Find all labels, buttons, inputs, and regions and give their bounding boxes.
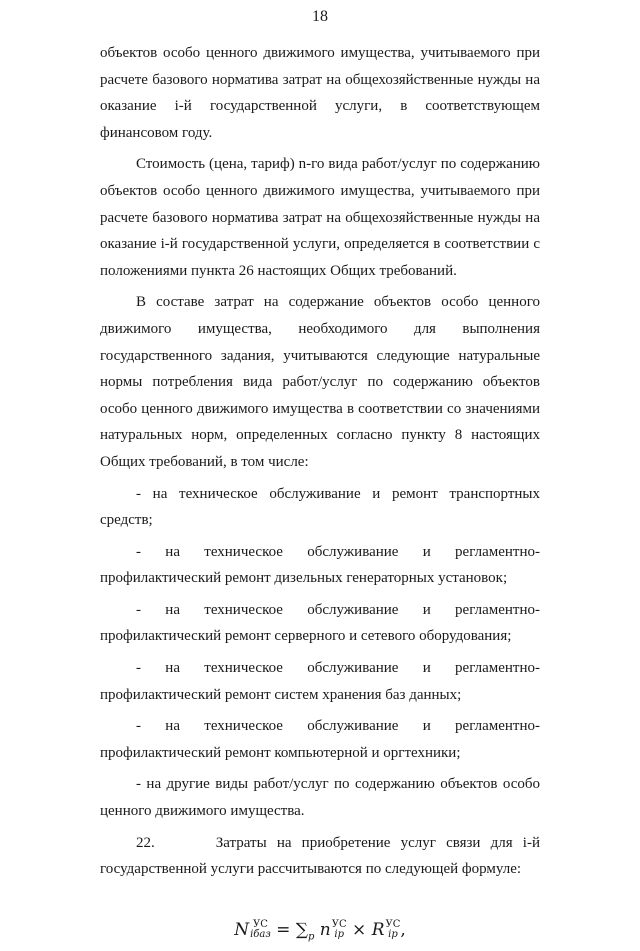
page-number: 18 bbox=[312, 8, 328, 25]
list-item: - на техническое обслуживание и ремонт транспортных средств; bbox=[100, 485, 540, 529]
formula-equals: = bbox=[270, 919, 296, 940]
formula-r: R bbox=[371, 919, 385, 940]
document-body bbox=[100, 40, 540, 951]
formula-r-sub: ip bbox=[388, 929, 398, 941]
formula-n-sub: ip bbox=[334, 929, 344, 941]
list-item: - на техническое обслуживание и регламентно-профилактический ремонт компьютерной и оргтехники; bbox=[100, 718, 540, 761]
numbered-paragraph bbox=[100, 830, 540, 883]
formula-n: n bbox=[319, 919, 331, 940]
item-text: Затраты на приобретение услуг связи для i-й государственной услуги рассчитываются по следующей формуле: bbox=[100, 834, 540, 878]
list-item: - на другие виды работ/услуг по содержанию объектов особо ценного движимого имущества. bbox=[100, 776, 540, 820]
formula-lhs: N bbox=[234, 919, 250, 940]
paragraph: В составе затрат на содержание объектов особо ценного движимого имущества, необходимого для выполнения государственного задания, учитываются следующие натуральные нормы потребления вида работ/услуг по содержанию объектов особо ценного движимого имущества в соответствии со значениями натуральных норм, определенных согласно пункту 8 настоящих Общих требований, в том числе: bbox=[100, 294, 540, 470]
formula-lhs-sub: iбаз bbox=[250, 929, 271, 941]
formula bbox=[100, 917, 540, 951]
formula-lhs-sup: УС bbox=[252, 919, 268, 931]
list-item: - на техническое обслуживание и регламентно-профилактический ремонт серверного и сетевого оборудования; bbox=[100, 601, 540, 645]
formula-n-sup: УС bbox=[331, 919, 347, 931]
formula-sum-sub: p bbox=[307, 931, 315, 943]
formula-sum: ∑ bbox=[295, 919, 308, 940]
item-number: 22. bbox=[136, 834, 155, 851]
list-item: - на техническое обслуживание и регламентно-профилактический ремонт систем хранения баз данных; bbox=[100, 660, 540, 703]
formula-tail: , bbox=[400, 919, 406, 940]
list-item: - на техническое обслуживание и регламентно-профилактический ремонт дизельных генераторных установок; bbox=[100, 543, 540, 587]
formula-r-sup: УС bbox=[385, 919, 401, 931]
formula-times: × bbox=[346, 919, 372, 940]
paragraph: Стоимость (цена, тариф) n-го вида работ/услуг по содержанию объектов особо ценного движимого имущества, учитываемого при расчете базового норматива затрат на общехозяйственные нужды на оказание i-й государственной услуги, определяется в соответствии с положениями пункта 26 настоящих Общих требований. bbox=[100, 156, 540, 279]
paragraph: объектов особо ценного движимого имущества, учитываемого при расчете базового норматива затрат на общехозяйственные нужды на оказание i-й государственной услуги, в соответствующем финансовом году. bbox=[100, 45, 540, 141]
